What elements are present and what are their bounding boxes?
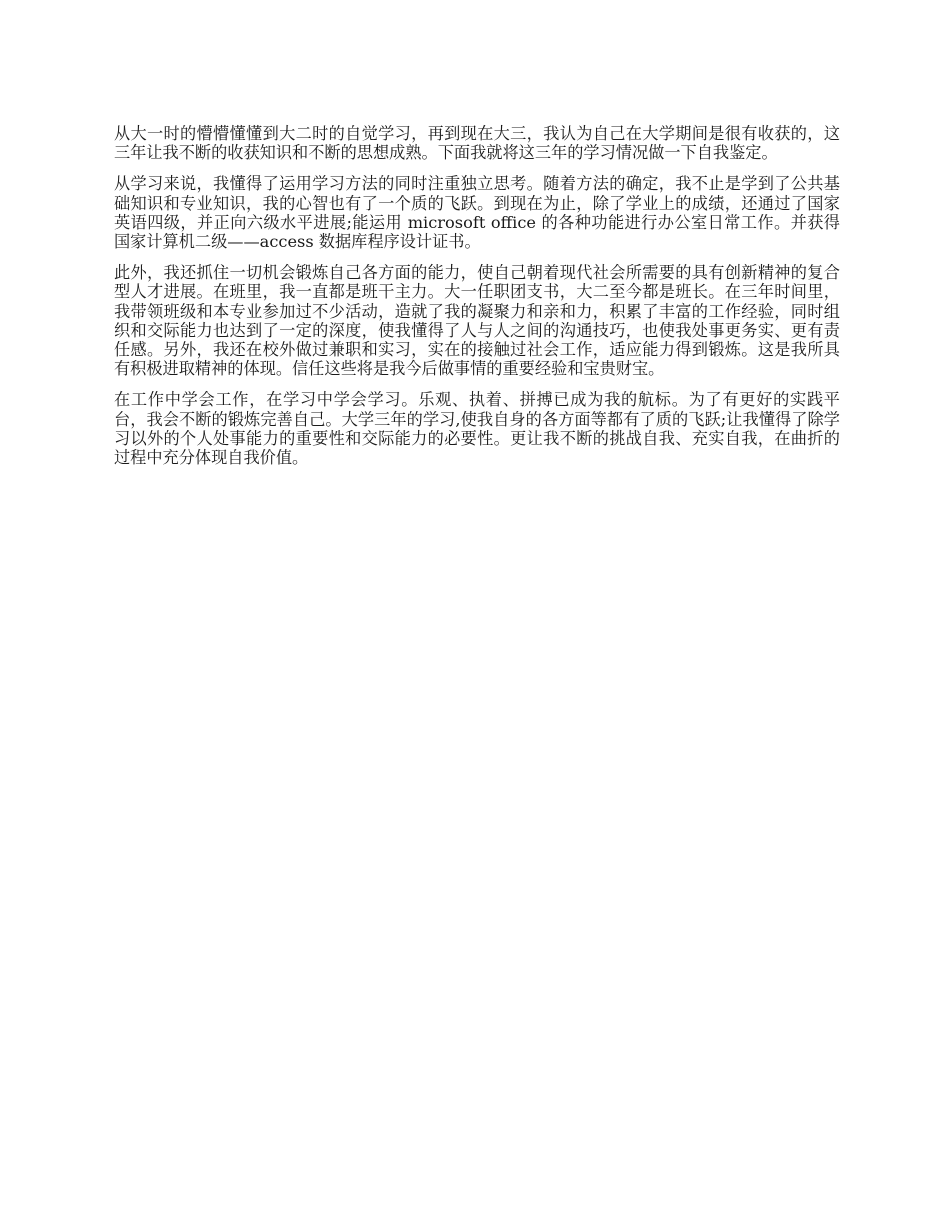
paragraph-study: 从学习来说，我懂得了运用学习方法的同时注重独立思考。随着方法的确定，我不止是学到了公共基础知识和专业知识，我的心智也有了一个质的飞跃。到现在为止，除了学业上的成绩，还通过了国家英语四级，并正向六级水平进展;能运用 microsoft office 的各种功能进行办公室日常工作。并获得国家计算机二级——access 数据库程序设计证书。 <box>114 174 840 252</box>
document-body <box>114 124 840 479</box>
paragraph-intro: 从大一时的懵懵懂懂到大二时的自觉学习，再到现在大三，我认为自己在大学期间是很有收获的，这三年让我不断的收获知识和不断的思想成熟。下面我就将这三年的学习情况做一下自我鉴定。 <box>114 124 840 163</box>
paragraph-conclusion: 在工作中学会工作，在学习中学会学习。乐观、执着、拼搏已成为我的航标。为了有更好的实践平台，我会不断的锻炼完善自己。大学三年的学习,使我自身的各方面等都有了质的飞跃;让我懂得了除学习以外的个人处事能力的重要性和交际能力的必要性。更让我不断的挑战自我、充实自我，在曲折的过程中充分体现自我价值。 <box>114 390 840 468</box>
paragraph-abilities: 此外，我还抓住一切机会锻炼自己各方面的能力，使自己朝着现代社会所需要的具有创新精神的复合型人才进展。在班里，我一直都是班干主力。大一任职团支书，大二至今都是班长。在三年时间里，我带领班级和本专业参加过不少活动，造就了我的凝聚力和亲和力，积累了丰富的工作经验，同时组织和交际能力也达到了一定的深度，使我懂得了人与人之间的沟通技巧，也使我处事更务实、更有责任感。另外，我还在校外做过兼职和实习，实在的接触过社会工作，适应能力得到锻炼。这是我所具有积极进取精神的体现。信任这些将是我今后做事情的重要经验和宝贵财宝。 <box>114 263 840 379</box>
